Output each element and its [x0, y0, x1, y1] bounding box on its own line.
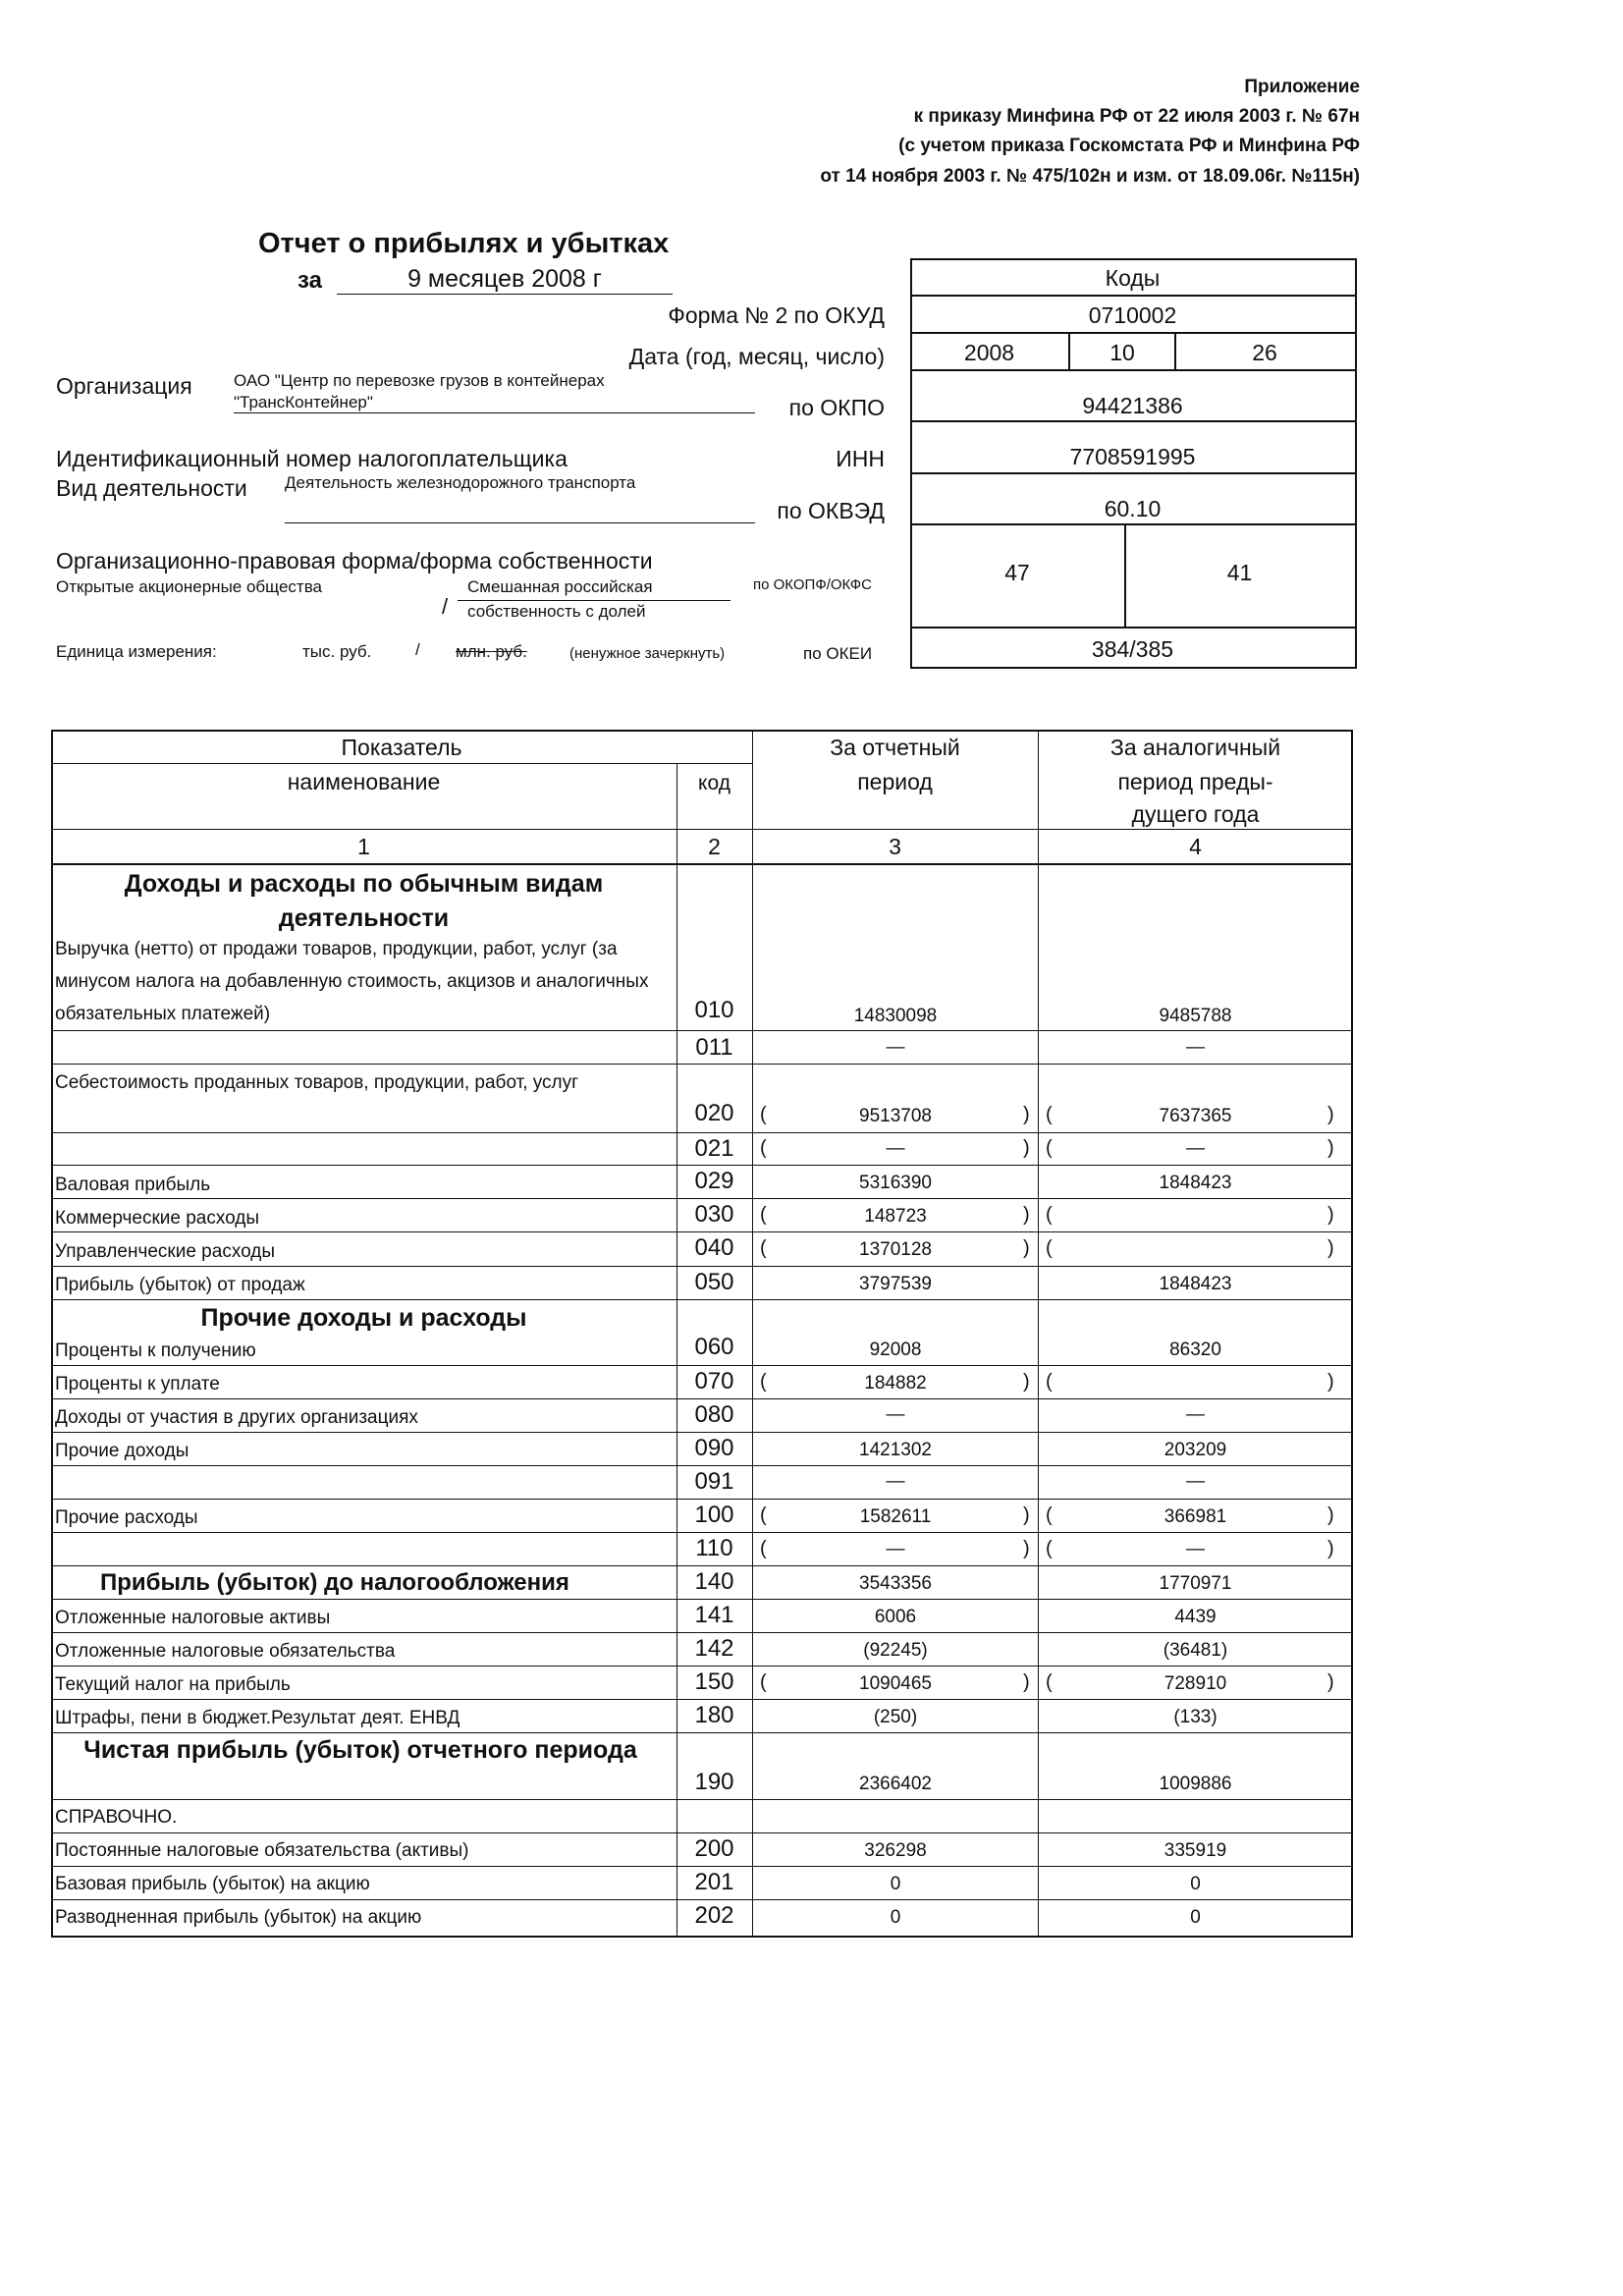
date-label: Дата (год, месяц, число) — [628, 344, 885, 369]
inn-label: ИНН — [836, 446, 885, 471]
table-row-name: Текущий налог на прибыль — [55, 1674, 291, 1695]
row-prev-value: 728910 — [1163, 1673, 1227, 1694]
row-current-value: 92008 — [869, 1339, 922, 1360]
okved-label: по ОКВЭД — [777, 498, 885, 523]
row-code: 201 — [694, 1869, 734, 1895]
row-prev-value: 7637365 — [1159, 1106, 1232, 1126]
row-current-value: (250) — [873, 1707, 918, 1727]
okved-code: 60.10 — [1104, 496, 1162, 521]
period-value: 9 месяцев 2008 г — [337, 265, 673, 295]
table-row-name: Прочие доходы — [55, 1441, 189, 1461]
row-code: 180 — [694, 1702, 734, 1728]
table-row-name: Управленческие расходы — [55, 1241, 275, 1262]
unit-note: (ненужное зачеркнуть) — [569, 645, 726, 662]
row-current-value: 14830098 — [853, 1006, 938, 1026]
unit-thousand: тыс. руб. — [302, 642, 372, 661]
row-current-value: — — [886, 1539, 905, 1559]
table-row-name: Чистая прибыль (убыток) отчетного периода — [83, 1736, 637, 1764]
col-num-2: 2 — [708, 834, 721, 859]
col-name-header: наименование — [287, 769, 441, 794]
date-month: 10 — [1109, 340, 1135, 365]
row-current-value: 3543356 — [859, 1573, 932, 1594]
okfs-code: 41 — [1226, 560, 1253, 585]
row-current-value: 0 — [890, 1907, 901, 1928]
row-prev-value: — — [1186, 1471, 1205, 1492]
reference-label: СПРАВОЧНО. — [55, 1807, 178, 1828]
row-prev-value: — — [1186, 1539, 1205, 1559]
col-indicator-header: Показатель — [341, 735, 462, 760]
okei-label: по ОКЕИ — [803, 644, 873, 663]
row-current-value: 6006 — [874, 1607, 917, 1627]
table-row-name: Прочие расходы — [55, 1507, 198, 1528]
legal-form-value: Открытые акционерные общества — [56, 577, 322, 596]
row-code: 141 — [694, 1602, 734, 1628]
table-row-name: Отложенные налоговые обязательства — [55, 1641, 396, 1662]
org-name-line1: ОАО "Центр по перевозке грузов в контейнерах — [234, 371, 605, 390]
appendix-amendments: от 14 ноября 2003 г. № 475/102н и изм. от 18.09.06г. №115н) — [820, 166, 1360, 187]
row-code: 011 — [695, 1034, 733, 1061]
row-code: 030 — [694, 1201, 734, 1228]
org-label: Организация — [56, 373, 192, 399]
table-row-name: Отложенные налоговые активы — [55, 1608, 331, 1628]
table-row-name: Валовая прибыль — [55, 1175, 211, 1195]
row-prev-value: 1848423 — [1159, 1274, 1232, 1294]
appendix-title: Приложение — [1244, 77, 1360, 97]
date-year: 2008 — [963, 340, 1015, 365]
row-prev-value: 335919 — [1163, 1840, 1227, 1861]
row-current-value: — — [886, 1138, 905, 1159]
row-current-value: 5316390 — [859, 1173, 932, 1193]
unit-slash: / — [415, 640, 420, 659]
okud-label: Форма № 2 по ОКУД — [668, 302, 885, 328]
period-prefix: за — [298, 267, 322, 294]
col-num-1: 1 — [357, 834, 370, 859]
row-prev-value: (36481) — [1163, 1640, 1228, 1661]
activity-label: Вид деятельности — [56, 475, 247, 501]
row-current-value: — — [886, 1037, 905, 1058]
legal-form-label: Организационно-правовая форма/форма собственности — [56, 548, 653, 574]
row-code: 202 — [694, 1902, 734, 1929]
section-other-income: Прочие доходы и расходы — [200, 1304, 527, 1332]
okei-code: 384/385 — [1091, 636, 1174, 662]
row-current-value: 326298 — [864, 1840, 927, 1861]
row-prev-value: — — [1186, 1404, 1205, 1425]
section-ordinary-activities: Доходы и расходы по обычным видам деятельности — [124, 870, 604, 932]
col-code-header: код — [698, 772, 730, 794]
row-code: 021 — [694, 1135, 734, 1162]
row-code: 091 — [694, 1468, 734, 1495]
activity-value: Деятельность железнодорожного транспорта — [285, 473, 636, 492]
row-current-value: 0 — [890, 1874, 901, 1894]
table-row-name: Выручка (нетто) от продажи товаров, продукции, работ, услуг (за минусом налога на добавленную стоимость, акцизов и аналогичных обязательных платежей) — [55, 939, 649, 1024]
row-prev-value: 203209 — [1163, 1440, 1227, 1460]
row-code: 190 — [694, 1769, 734, 1795]
unit-label: Единица измерения: — [56, 642, 217, 661]
ownership-slash: / — [442, 594, 449, 619]
table-row-name: Базовая прибыль (убыток) на акцию — [55, 1874, 370, 1894]
table-row-name: Коммерческие расходы — [55, 1208, 260, 1229]
row-code: 140 — [694, 1568, 734, 1595]
ownership-line2: собственность с долей — [467, 602, 646, 621]
ownership-line1: Смешанная российская — [467, 577, 653, 596]
table-row-name: Доходы от участия в других организациях — [55, 1407, 418, 1428]
unit-million: млн. руб. — [456, 642, 527, 661]
codes-heading: Коды — [1105, 265, 1161, 291]
col-prev-header-3: дущего года — [1131, 801, 1260, 827]
row-prev-value: — — [1186, 1037, 1205, 1058]
row-current-value: 2366402 — [859, 1774, 932, 1794]
row-code: 029 — [694, 1168, 734, 1194]
col-num-4: 4 — [1189, 834, 1202, 859]
col-prev-header-2: период преды- — [1117, 769, 1273, 794]
row-code: 070 — [694, 1368, 734, 1394]
row-code: 200 — [694, 1835, 734, 1862]
row-current-value: 9513708 — [859, 1106, 932, 1126]
row-code: 150 — [694, 1668, 734, 1695]
row-code: 010 — [694, 997, 734, 1023]
row-current-value: — — [886, 1471, 905, 1492]
row-code: 080 — [694, 1401, 734, 1428]
appendix-note: (с учетом приказа Госкомстата РФ и Минфина РФ — [898, 136, 1360, 156]
row-prev-value: 1770971 — [1159, 1573, 1232, 1594]
row-prev-value: 9485788 — [1159, 1006, 1232, 1026]
row-current-value: 1582611 — [859, 1506, 932, 1527]
row-current-value: 184882 — [864, 1373, 927, 1394]
okopf-label: по ОКОПФ/ОКФС — [753, 576, 873, 593]
row-current-value: (92245) — [863, 1640, 928, 1661]
col-prev-header-1: За аналогичный — [1109, 735, 1281, 760]
row-prev-value: 366981 — [1163, 1506, 1227, 1527]
row-code: 040 — [694, 1234, 734, 1261]
row-current-value: 1370128 — [859, 1239, 932, 1260]
row-prev-value: 1848423 — [1159, 1173, 1232, 1193]
table-row-name: Прибыль (убыток) от продаж — [55, 1275, 305, 1295]
row-prev-value: (133) — [1173, 1707, 1217, 1727]
table-row-name: Прибыль (убыток) до налогообложения — [100, 1569, 569, 1596]
row-current-value: 3797539 — [859, 1274, 932, 1294]
table-row-name: Проценты к получению — [55, 1340, 256, 1361]
row-code: 110 — [695, 1535, 733, 1561]
row-prev-value: 86320 — [1169, 1339, 1221, 1360]
row-code: 060 — [694, 1334, 734, 1360]
row-current-value: 1090465 — [859, 1673, 932, 1694]
row-code: 090 — [694, 1435, 734, 1461]
row-code: 100 — [694, 1502, 734, 1528]
table-row-name: Проценты к уплате — [55, 1374, 220, 1394]
table-row-name: Постоянные налоговые обязательства (активы) — [55, 1840, 469, 1861]
org-name-line2: "ТрансКонтейнер" — [234, 393, 755, 413]
inn-text: Идентификационный номер налогоплательщика — [56, 446, 568, 471]
row-current-value: — — [886, 1404, 905, 1425]
table-row-name: Разводненная прибыль (убыток) на акцию — [55, 1907, 422, 1928]
row-current-value: 148723 — [864, 1206, 927, 1227]
table-row-name: Себестоимость проданных товаров, продукции, работ, услуг — [55, 1072, 579, 1093]
okopf-code: 47 — [1004, 560, 1030, 585]
date-day: 26 — [1252, 340, 1277, 365]
row-prev-value: 4439 — [1174, 1607, 1217, 1627]
row-code: 020 — [694, 1100, 734, 1126]
row-prev-value: 0 — [1190, 1874, 1201, 1894]
okpo-label: по ОКПО — [788, 395, 885, 420]
okpo-code: 94421386 — [1082, 393, 1183, 418]
inn-code: 7708591995 — [1069, 444, 1196, 469]
col-current-header-1: За отчетный — [830, 735, 960, 760]
row-current-value: 1421302 — [859, 1440, 932, 1460]
col-num-3: 3 — [889, 834, 901, 859]
row-prev-value: 0 — [1190, 1907, 1201, 1928]
table-row-name: Штрафы, пени в бюджет.Результат деят. ЕНВД — [55, 1708, 460, 1728]
row-code: 050 — [694, 1269, 734, 1295]
row-prev-value: 1009886 — [1159, 1774, 1232, 1794]
okud-code: 0710002 — [1088, 302, 1177, 328]
col-current-header-2: период — [857, 769, 933, 794]
income-statement-table: Показатель наименование код За отчетный период За аналогичный период преды- дущего года 1 2 3 4 Доходы и расходы по обычным видам деятельности Выручка (нетто) от продажи товаров, продукции, работ, услуг (за минусом налога на добавленную стоимость, акцизов и аналогичных обязательных платежей) 010 14830098 9485788 011 — — Себестоимость проданных товаров, продукции, работ, услуг 020 ( ) ( ) 9513708 7637365 021 ( ) ( ) — — Валовая прибыль 029 5316390 1848423 Коммерческие расходы 030 ( ) ( ) 148723 Управленческие расходы 040 ( ) ( ) 1370128 Прибыль (убыток) от продаж 050 3797539 1848423 Прочие доходы и расходы Проценты к получению 060 92008 86320 Проценты к уплате 070 ( ) ( ) 184882 Доходы от участия в других организациях 080 — — Прочие доходы 090 1421302 203209 091 — — Прочие расходы 100 ( ) ( ) 1582611 366981 110 ( ) ( ) — — Прибыль (убыток) до налогообложения 140 3543356 1770971 Отложенные налоговые активы 141 6006 4439 Отложенные налоговые обязательства 142 (92245) (36481) Текущий налог на прибыль 150 ( ) ( ) 1090465 728910 Штрафы, пени в бюджет.Результат деят. ЕНВД 180 (250) (133) Чистая прибыль (убыток) отчетного периода 190 2366402 1009886 СПРАВОЧНО. Постоянные налоговые обязательства (активы) 200 326298 335919 Базовая прибыль (убыток) на акцию 201 0 0 Разводненная прибыль (убыток) на акцию 202 0 0 — [51, 730, 1353, 1938]
page-title: Отчет о прибылях и убытках — [258, 228, 670, 259]
appendix-order: к приказу Минфина РФ от 22 июля 2003 г. № 67н — [913, 106, 1360, 127]
row-code: 142 — [694, 1635, 734, 1662]
row-prev-value: — — [1186, 1138, 1205, 1159]
